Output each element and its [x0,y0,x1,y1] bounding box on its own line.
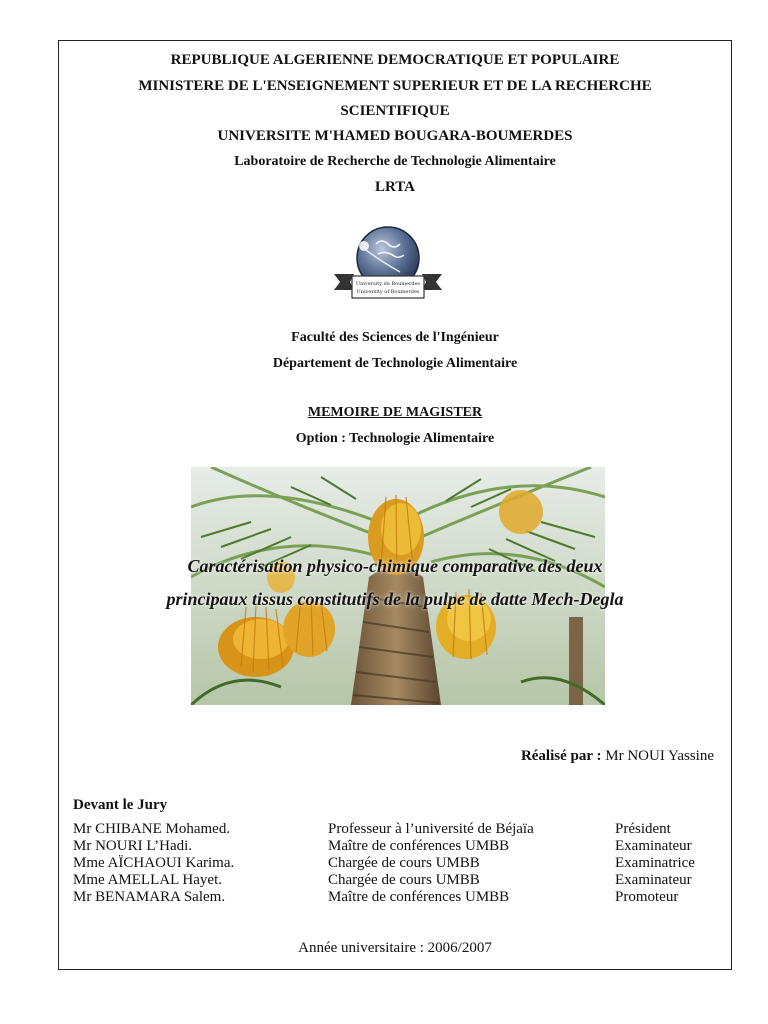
author-name: Mr NOUI Yassine [605,748,714,764]
jury-member-title: Chargée de cours UMBB [328,872,480,888]
header-university: UNIVERSITE M'HAMED BOUGARA-BOUMERDES [217,128,573,144]
date-palm-illustration [191,467,605,705]
jury-member-name: Mr CHIBANE Mohamed. [73,821,231,837]
thesis-title-line2: principaux tissus constitutifs de la pulpe de datte Mech-Degla [166,589,624,609]
university-logo [332,222,444,304]
jury-member-title: Chargée de cours UMBB [328,855,480,871]
header-ministry-cont: SCIENTIFIQUE [340,103,450,119]
thesis-title-line1: Caractérisation physico-chimique comparative des deux [187,556,603,576]
jury-member-name: Mr BENAMARA Salem. [73,889,226,905]
jury-member-name: Mme AÏCHAOUI Karima. [73,855,235,871]
header-laboratory: Laboratoire de Recherche de Technologie Alimentaire [234,154,556,169]
jury-member-name: Mr NOURI L’Hadi. [73,838,193,854]
jury-member-name: Mme AMELLAL Hayet. [73,872,222,888]
academic-year: Année universitaire : 2006/2007 [298,940,492,956]
jury-member-role: Examinateur [615,838,692,854]
memoire-option: Option : Technologie Alimentaire [295,431,495,446]
jury-member-role: Examinatrice [615,855,695,871]
jury-member-role: Promoteur [615,889,679,905]
author-line [470,748,714,765]
jury-heading: Devant le Jury [73,797,168,813]
logo-text-line1: University de Boumerdes [355,281,421,287]
logo-text-line2: University of Boumerdes [356,289,420,295]
header-ministry: MINISTERE DE L'ENSEIGNEMENT SUPERIEUR ET DE LA RECHERCHE [138,78,652,94]
faculty-name: Faculté des Sciences de l'Ingénieur [291,330,499,345]
jury-member-title: Maître de conférences UMBB [328,889,510,905]
header-lab-acronym: LRTA [374,179,416,195]
date-palm-photo [191,467,605,705]
department-name: Département de Technologie Alimentaire [272,356,518,371]
author-label: Réalisé par : [520,748,602,764]
jury-member-role: Examinateur [615,872,692,888]
memoire-title: MEMOIRE DE MAGISTER [307,405,483,420]
jury-member-title: Professeur à l’université de Béjaïa [328,821,534,837]
jury-member-role: Président [615,821,671,837]
jury-member-title: Maître de conférences UMBB [328,838,510,854]
header-republic: REPUBLIQUE ALGERIENNE DEMOCRATIQUE ET POPULAIRE [170,52,620,68]
university-emblem-icon [332,222,444,304]
